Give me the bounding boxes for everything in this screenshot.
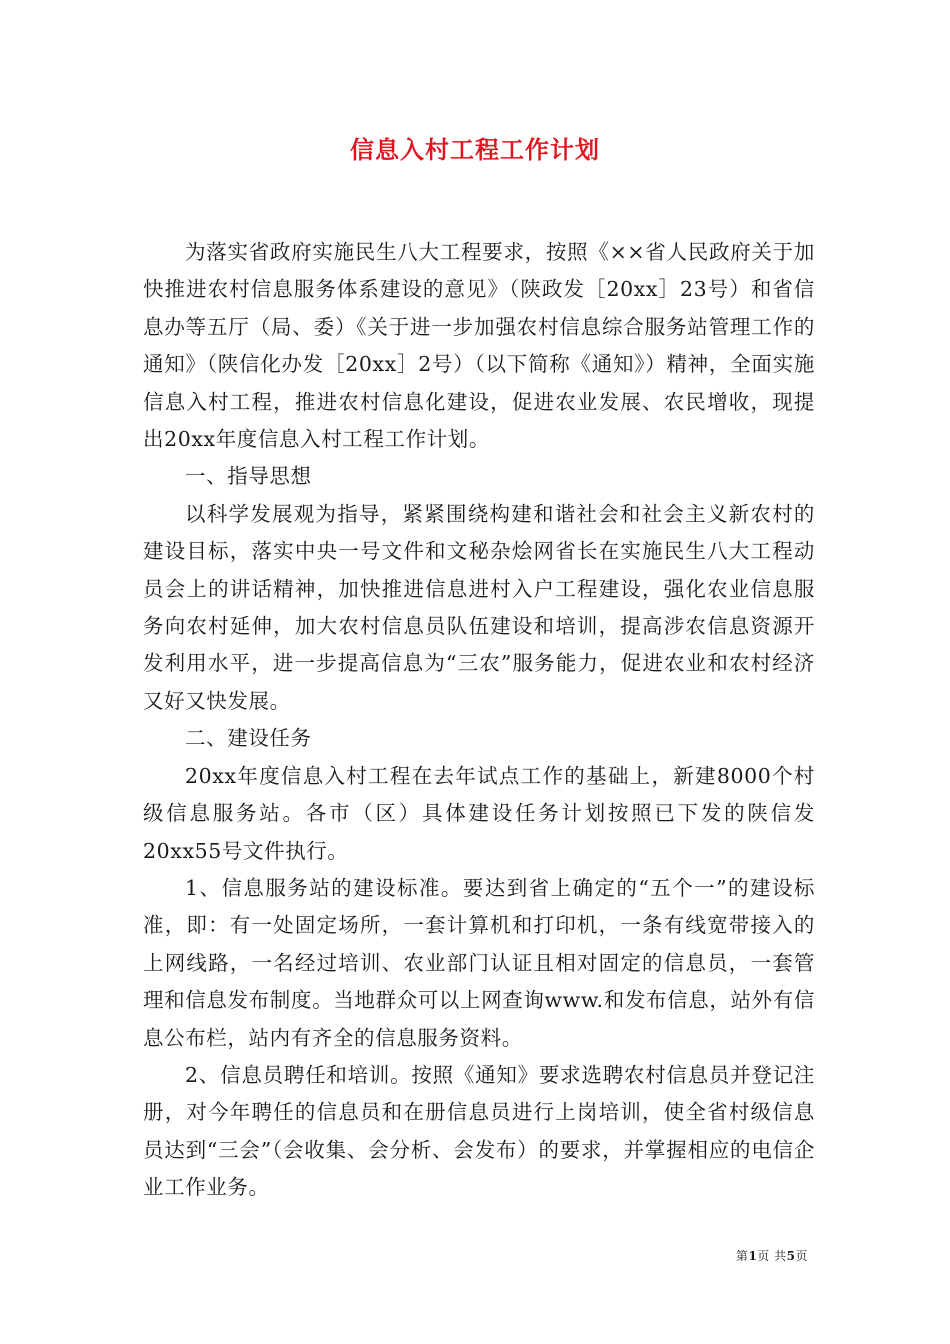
guiding-principle-paragraph: 以科学发展观为指导，紧紧围绕构建和谐社会和社会主义新农村的建设目标，落实中央一号文件和文秘杂烩网省长在实施民生八大工程动员会上的讲话精神，加快推进信息进村入户工程建设，强化农业信息服务向农村延伸，加大农村信息员队伍建设和培训，提高涉农信息资源开发利用水平，进一步提高信息为“三农”服务能力，促进农业和农村经济又好又快发展。 bbox=[143, 501, 815, 713]
document-body bbox=[143, 234, 815, 1207]
construction-tasks-paragraph: 20xx年度信息入村工程在去年试点工作的基础上，新建8000个村级信息服务站。各市（区）具体建设任务计划按照已下发的陕信发20xx55号文件执行。 bbox=[143, 763, 815, 863]
section-heading-guiding-principle: 一、指导思想 bbox=[185, 464, 312, 489]
footer-current-page: 1 bbox=[748, 1249, 758, 1263]
section-heading-construction-tasks: 二、建设任务 bbox=[185, 726, 312, 751]
intro-paragraph: 为落实省政府实施民生八大工程要求，按照《××省人民政府关于加快推进农村信息服务体系建设的意见》（陕政发［20xx］23号）和省信息办等五厅（局、委）《关于进一步加强农村信息综合服务站管理工作的通知》（陕信化办发［20xx］2号）（以下简称《通知》）精神，全面实施信息入村工程，推进农村信息化建设，促进农业发展、农民增收，现提出20xx年度信息入村工程工作计划。 bbox=[143, 240, 815, 452]
station-standard-paragraph: 1、信息服务站的建设标准。要达到省上确定的“五个一”的建设标准，即：有一处固定场所，一套计算机和打印机，一条有线宽带接入的上网线路，一名经过培训、农业部门认证且相对固定的信息员，一套管理和信息发布制度。当地群众可以上网查询www.和发布信息，站外有信息公布栏，站内有齐全的信息服务资料。 bbox=[143, 875, 815, 1050]
page-number-footer bbox=[736, 1247, 808, 1264]
document-title: 信息入村工程工作计划 bbox=[350, 135, 600, 164]
footer-middle: 页 共 bbox=[757, 1249, 787, 1263]
footer-suffix: 页 bbox=[795, 1249, 808, 1263]
footer-total-pages: 5 bbox=[786, 1249, 796, 1263]
staff-training-paragraph: 2、信息员聘任和培训。按照《通知》要求选聘农村信息员并登记注册，对今年聘任的信息员和在册信息员进行上岗培训，使全省村级信息员达到“三会”（会收集、会分析、会发布）的要求，并掌握相应的电信企业工作业务。 bbox=[143, 1062, 815, 1200]
footer-prefix: 第 bbox=[735, 1249, 749, 1263]
